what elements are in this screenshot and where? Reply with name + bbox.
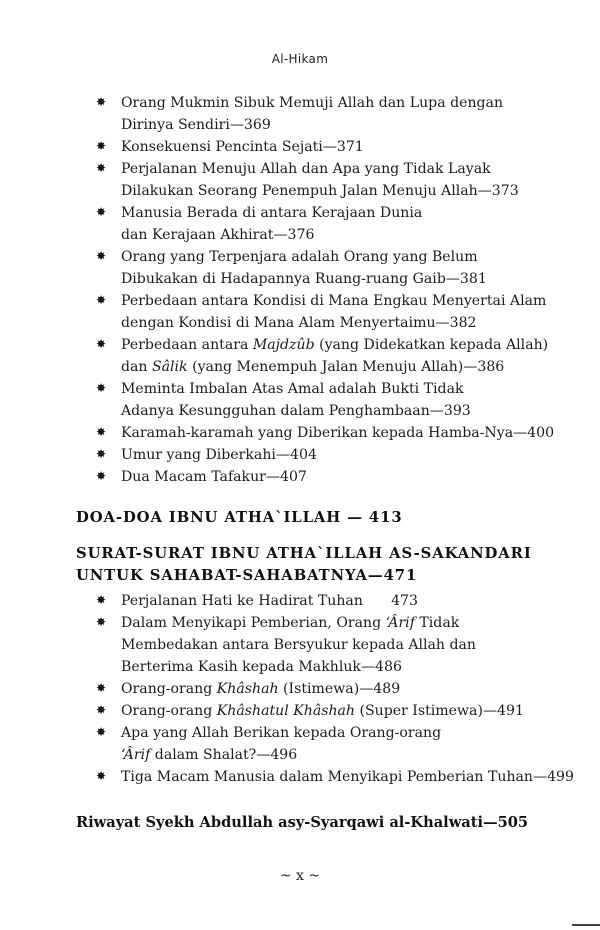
toc-entry [76,158,546,202]
toc-entry-line: Konsekuensi Pencinta Sejati—371 [121,139,364,155]
section-heading-surat [76,543,546,587]
toc-entry-line: Manusia Berada di antara Kerajaan Dunia [121,205,423,221]
toc-entry-line: Dirinya Sendiri—369 [121,117,271,133]
flower-bullet-icon: ✸ [96,161,107,175]
toc-entry-line: Berterima Kasih kepada Makhluk—486 [121,659,402,675]
toc-entry-text [121,246,546,290]
toc-text: Dalam Menyikapi Pemberian, Orang [121,615,386,631]
toc-entry-text [121,290,546,334]
toc-text: Orang-orang [121,703,217,719]
flower-bullet-icon: ✸ [96,769,107,783]
toc-entry-text [121,334,549,378]
running-title: Al-Hikam [271,52,329,66]
toc-text: dalam Shalat?—496 [150,747,298,763]
toc-entry-text [121,590,546,612]
toc-entry-text [121,158,546,202]
toc-entry-line [121,356,546,378]
toc-entry [76,202,546,246]
toc-entry [76,246,546,290]
toc-entry [76,722,546,766]
toc-entry-line: dan Kerajaan Akhirat—376 [121,227,315,243]
flower-bullet-icon: ✸ [96,425,107,439]
toc-entry-line: Perjalanan Hati ke Hadirat Tuhan 473 [121,593,418,609]
flower-bullet-icon: ✸ [96,139,107,153]
toc-text: (Super Istimewa)—491 [355,703,524,719]
toc-entry-text [121,766,574,788]
toc-entry-line: Orang yang Terpenjara adalah Orang yang Belum [121,249,478,265]
toc-entry-text [121,444,546,466]
flower-bullet-icon: ✸ [96,469,107,483]
section-heading-doa: DOA-DOA IBNU ATHA`ILLAH — 413 [76,509,403,526]
toc-entry [76,136,546,158]
toc-italic-term: Khâshah [216,681,279,697]
flower-bullet-icon: ✸ [96,725,107,739]
toc-entry-line: Perjalanan Menuju Allah dan Apa yang Tidak Layak [121,161,491,177]
flower-bullet-icon: ✸ [96,337,107,351]
toc-entry-line [121,334,549,356]
toc-entry-line: Umur yang Diberkahi—404 [121,447,317,463]
toc-entry-line: Tiga Macam Manusia dalam Menyikapi Pemberian Tuhan—499 [121,769,574,785]
toc-text: (yang Didekatkan kepada Allah) [314,337,549,353]
flower-bullet-icon: ✸ [96,205,107,219]
page-edge-mark [572,924,600,926]
section-heading-surat-line-2: UNTUK SAHABAT-SAHABATNYA—471 [76,567,418,584]
flower-bullet-icon: ✸ [96,615,107,629]
toc-entry [76,444,546,466]
toc-entry [76,334,549,378]
flower-bullet-icon: ✸ [96,381,107,395]
toc-entry-text [121,92,546,136]
toc-entry [76,612,546,678]
toc-entry-line: Karamah-karamah yang Diberikan kepada Hamba-Nya—400 [121,425,555,441]
toc-entry [76,700,546,722]
toc-text: Tidak [414,615,460,631]
flower-bullet-icon: ✸ [96,293,107,307]
toc-entry-text [121,136,546,158]
toc-entry [76,378,546,422]
toc-italic-term: ‘Ârif [385,615,415,631]
toc-entry-line: Dibukakan di Hadapannya Ruang-ruang Gaib—381 [121,271,487,287]
toc-entry [76,290,546,334]
toc-text: (yang Menempuh Jalan Menuju Allah)—386 [187,359,505,375]
toc-entry-line: Meminta Imbalan Atas Amal adalah Bukti Tidak [121,381,464,397]
toc-text: Perbedaan antara [121,337,253,353]
toc-entry [76,590,546,612]
toc-entry [76,422,555,444]
page-number: ~ x ~ [279,868,321,884]
flower-bullet-icon: ✸ [96,703,107,717]
toc-entry-line: Adanya Kesungguhan dalam Penghambaan—393 [121,403,471,419]
toc-list-2 [76,590,574,788]
flower-bullet-icon: ✸ [96,447,107,461]
section-heading-surat-line-1: SURAT-SURAT IBNU ATHA`ILLAH AS-SAKANDARI [76,545,532,562]
toc-entry-text [121,466,546,488]
toc-entry-line [121,700,546,722]
toc-entry-line [121,678,546,700]
toc-italic-term: ‘Ârif [121,747,151,763]
toc-italic-term: Sâlik [151,359,188,375]
toc-entry-text [121,612,546,678]
toc-entry-text [121,202,546,246]
toc-text: (Istimewa)—489 [278,681,401,697]
toc-entry [76,766,574,788]
toc-text: Orang-orang [121,681,217,697]
toc-entry [76,92,546,136]
toc-entry [76,678,546,700]
toc-entry-line: Membedakan antara Bersyukur kepada Allah dan [121,637,476,653]
toc-entry [76,466,546,488]
toc-entry-line: Perbedaan antara Kondisi di Mana Engkau Menyertai Alam [121,293,547,309]
toc-italic-term: Khâshatul Khâshah [216,703,356,719]
toc-entry-text [121,378,546,422]
toc-entry-line: Orang Mukmin Sibuk Memuji Allah dan Lupa dengan [121,95,504,111]
toc-entry-line [121,744,546,766]
section-heading-riwayat: Riwayat Syekh Abdullah asy-Syarqawi al-Khalwati—505 [76,814,529,831]
toc-entry-line: Dilakukan Seorang Penempuh Jalan Menuju Allah—373 [121,183,519,199]
toc-entry-line [121,612,546,634]
toc-entry-text [121,678,546,700]
toc-entry-text [121,722,546,766]
toc-italic-term: Majdzûb [252,337,315,353]
toc-entry-line: Apa yang Allah Berikan kepada Orang-orang [121,725,442,741]
toc-entry-text [121,422,555,444]
flower-bullet-icon: ✸ [96,95,107,109]
table-of-contents [76,92,574,834]
toc-text: dan [121,359,152,375]
flower-bullet-icon: ✸ [96,681,107,695]
toc-entry-text [121,700,546,722]
toc-list-1 [76,92,555,488]
flower-bullet-icon: ✸ [96,249,107,263]
toc-entry-line: dengan Kondisi di Mana Alam Menyertaimu—382 [121,315,477,331]
toc-entry-line: Dua Macam Tafakur—407 [121,469,307,485]
flower-bullet-icon: ✸ [96,593,107,607]
